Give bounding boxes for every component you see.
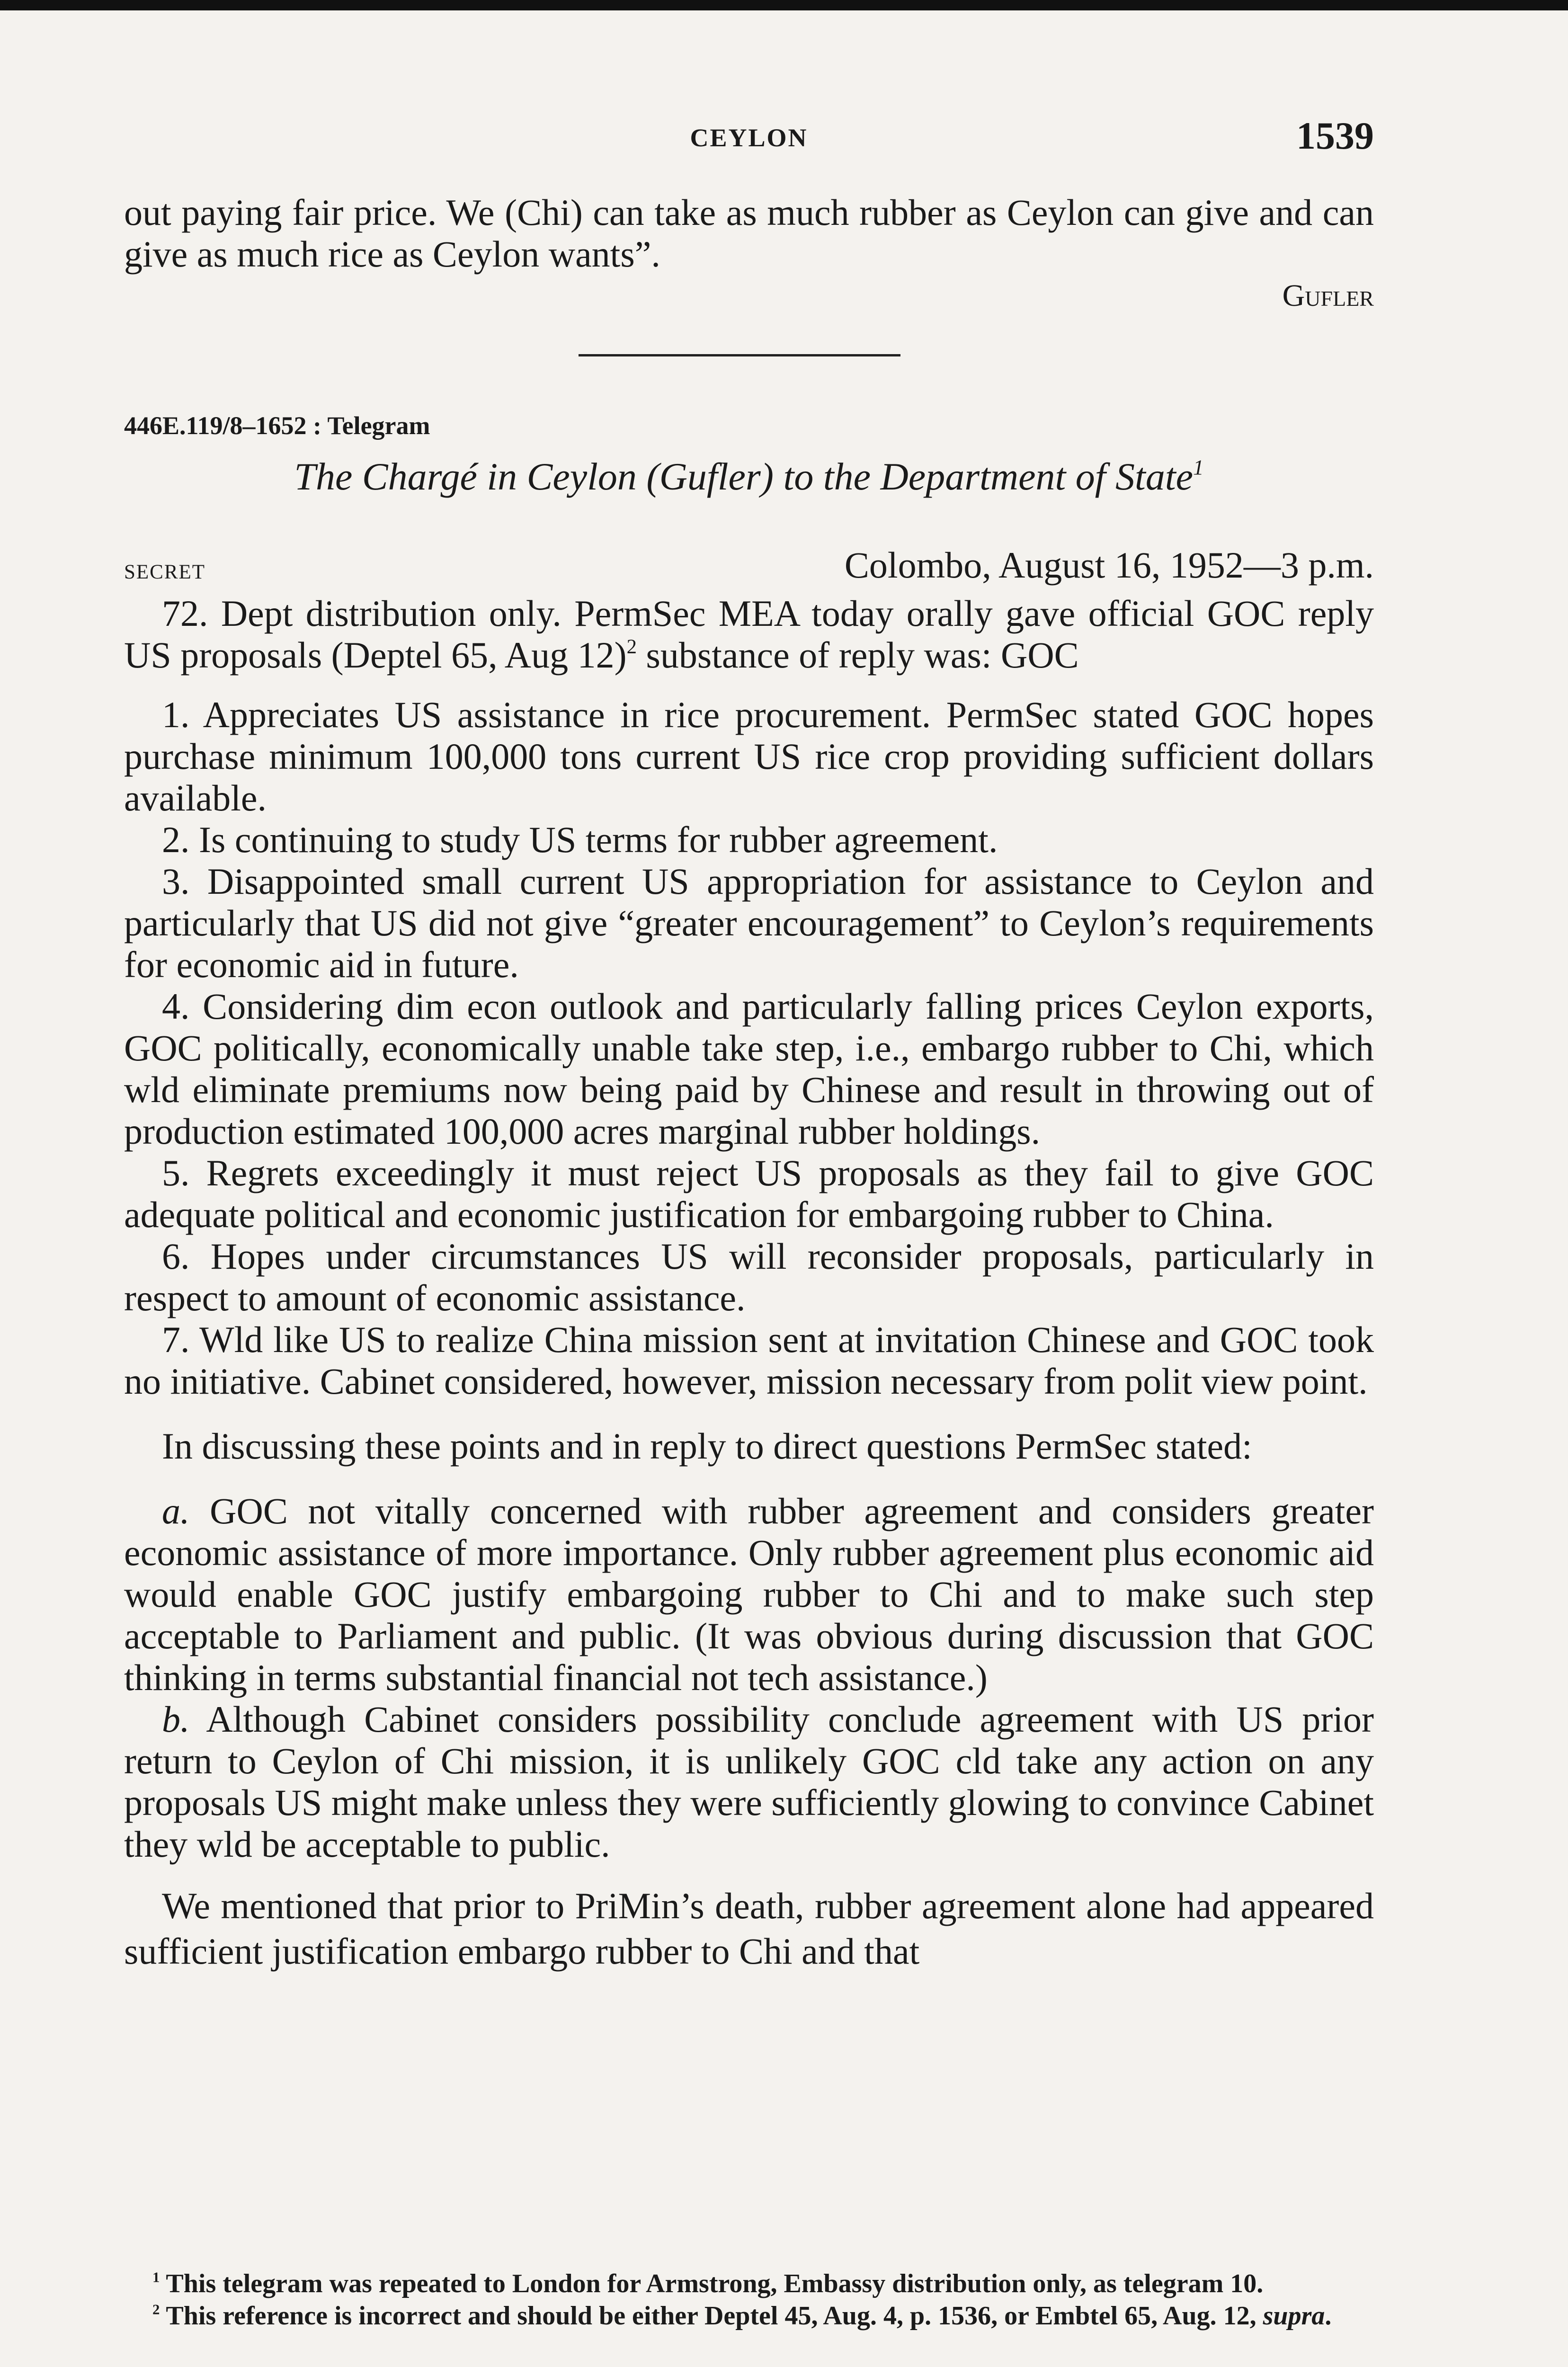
footnote-ref-1: 1: [1193, 455, 1204, 480]
lettered-points: [124, 1490, 1374, 1865]
footnote-2-text: This reference is incorrect and should be either Deptel 45, Aug. 4, p. 1536, or Embtel 65, Aug. 12,: [160, 2301, 1263, 2331]
closing-paragraph: We mentioned that prior to PriMin’s death, rubber agreement alone had appeared sufficient justification embargo rubber to Chi and that: [124, 1885, 1374, 1972]
point-7: 7. Wld like US to realize China mission sent at invitation Chinese and GOC took no initiative. Cabinet considered, however, mission necessary from polit view point.: [124, 1319, 1374, 1402]
sub-point-b-label: b.: [162, 1699, 190, 1740]
main-text: [124, 593, 1374, 1974]
section-divider: [579, 354, 900, 356]
document-title-text: The Chargé in Ceylon (Gufler) to the Department of State: [294, 455, 1194, 498]
discussion-intro: In discussing these points and in reply to direct questions PermSec stated:: [162, 1425, 1252, 1467]
footnote-2-tail: .: [1325, 2301, 1332, 2331]
footnote-ref-2: 2: [626, 635, 637, 658]
running-head: CEYLON: [690, 124, 808, 152]
point-2: 2. Is continuing to study US terms for rubber agreement.: [162, 819, 998, 860]
footnotes: [124, 2268, 1374, 2332]
intro-text: 72. Dept distribution only. PermSec MEA today orally gave official GOC reply US proposals (Deptel 65, Aug 12): [124, 593, 1374, 676]
footnote-1-text: This telegram was repeated to London for Armstrong, Embassy distribution only, as telegram 10.: [160, 2269, 1264, 2298]
point-1: 1. Appreciates US assistance in rice procurement. PermSec stated GOC hopes purchase minimum 100,000 tons current US rice crop providing sufficient dollars available.: [124, 694, 1374, 819]
point-5: 5. Regrets exceedingly it must reject US proposals as they fail to give GOC adequate political and economic justification for embargoing rubber to China.: [124, 1152, 1374, 1235]
page-number: 1539: [1296, 114, 1374, 157]
sub-point-a-text: GOC not vitally concerned with rubber agreement and considers greater economic assistance of more importance. Only rubber agreement plus economic aid would enable GOC justify embargoing rubber to Chi and to make such step acceptable to Parliament and public. (It was obvious during discussion that GOC thinking in terms substantial financial not tech assistance.): [124, 1490, 1374, 1698]
sub-point-a-label: a.: [162, 1490, 190, 1531]
footnote-2-mark: 2: [152, 2301, 160, 2318]
continuation-paragraph: out paying fair price. We (Chi) can take as much rubber as Ceylon can give and can give as much rice as Ceylon wants”.: [124, 192, 1374, 275]
sub-point-a: [124, 1490, 1374, 1699]
document-title: [124, 454, 1374, 499]
footnote-2-italic: supra: [1263, 2301, 1325, 2331]
dateline-row: [124, 544, 1374, 587]
footnote-1-mark: 1: [152, 2269, 160, 2286]
sub-point-b-text: Although Cabinet considers possibility conclude agreement with US prior return to Ceylon of Chi mission, it is unlikely GOC cld take any action on any proposals US might make unless they were sufficiently glowing to convince Cabinet they wld be acceptable to public.: [124, 1699, 1374, 1865]
footnote-2: [124, 2300, 1374, 2332]
file-number-text: 446E.119/8–1652 : Telegram: [124, 411, 430, 440]
intro-paragraph: [124, 593, 1374, 676]
dateline: Colombo, August 16, 1952—3 p.m.: [844, 544, 1374, 586]
file-number: [124, 411, 1374, 440]
point-6: 6. Hopes under circumstances US will reconsider proposals, particularly in respect to amount of economic assistance.: [124, 1236, 1374, 1318]
page-header: [124, 114, 1374, 156]
point-3: 3. Disappointed small current US appropriation for assistance to Ceylon and particularly that US did not give “greater encouragement” to Ceylon’s requirements for economic aid in future.: [124, 861, 1374, 985]
top-edge-rule: [0, 0, 1568, 10]
continuation-block: [124, 192, 1374, 317]
signature: Gufler: [1282, 278, 1374, 313]
intro-tail: substance of reply was: GOC: [637, 634, 1079, 676]
numbered-points: [124, 694, 1374, 1402]
footnote-1: [124, 2268, 1374, 2300]
point-4: 4. Considering dim econ outlook and particularly falling prices Ceylon exports, GOC politically, economically unable take step, i.e., embargo rubber to Chi, which wld eliminate premiums now being paid by Chinese and result in throwing out of production estimated 100,000 acres marginal rubber holdings.: [124, 986, 1374, 1152]
sub-point-b: [124, 1699, 1374, 1865]
classification: secret: [124, 553, 206, 585]
